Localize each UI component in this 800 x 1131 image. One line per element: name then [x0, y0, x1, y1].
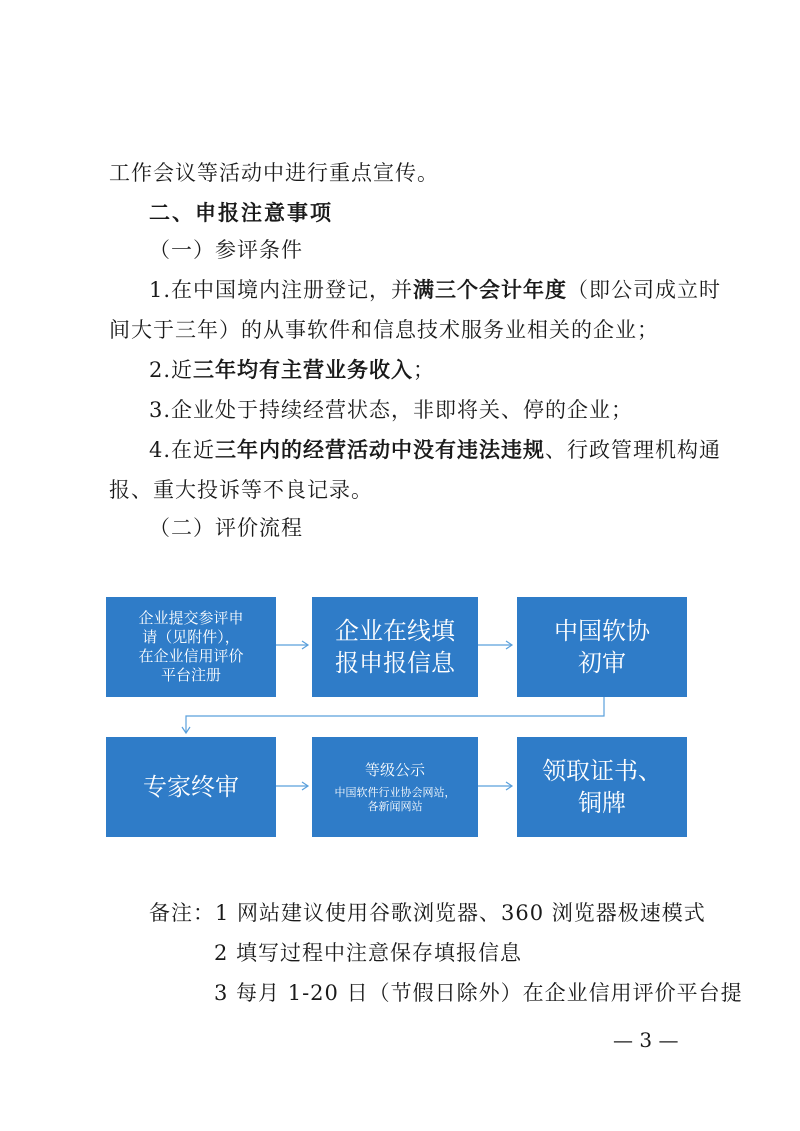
flow-step-2-line-1: 企业在线填 [335, 617, 455, 645]
flow-step-5-sub-2: 各新闻网站 [367, 799, 423, 813]
flow-step-3-line-2: 初审 [578, 649, 626, 677]
flow-step-5-sub-1: 中国软件行业协会网站， [334, 785, 456, 799]
page-number: — 3 — [613, 1028, 679, 1052]
flow-step-5-title: 等级公示 [364, 760, 425, 779]
criteria-item-3: 3.企业处于持续经营状态，非即将关、停的企业； [149, 398, 634, 422]
flow-step-final-review [106, 737, 276, 837]
criteria-item-1-text: 1.在中国境内注册登记，并 [149, 278, 414, 302]
flow-step-3-line-1: 中国软协 [554, 617, 650, 645]
criteria-item-4-line-2: 报、重大投诉等不良记录。 [109, 478, 373, 502]
arrow-1-2 [276, 641, 308, 649]
flow-step-6-line-2: 铜牌 [578, 789, 626, 817]
criteria-item-4-text-end: 、行政管理机构通 [545, 438, 722, 462]
arrow-3-4 [182, 697, 604, 733]
criteria-item-2-text-end: ； [413, 358, 436, 382]
text-line-1: 工作会议等活动中进行重点宣传。 [109, 161, 439, 185]
criteria-item-1-bold: 满三个会计年度 [413, 277, 568, 302]
flow-step-1-line-4: 平台注册 [160, 666, 221, 684]
section-heading: 二、申报注意事项 [149, 201, 333, 225]
criteria-item-4-text: 4.在近 [149, 438, 216, 462]
flow-step-online-fill [312, 597, 478, 697]
criteria-item-4-bold: 三年内的经营活动中没有违法违规 [215, 437, 546, 462]
criteria-item-1-text-end: （即公司成立时 [567, 278, 722, 302]
flow-step-1-line-1: 企业提交参评申 [138, 609, 244, 627]
flow-step-publicity [312, 737, 478, 837]
arrow-4-5 [276, 782, 308, 790]
flow-step-4-label: 专家终审 [143, 773, 239, 801]
flow-step-receive-certificate [517, 737, 687, 837]
flow-step-1-line-2: 请（见附件）， [142, 628, 240, 646]
flow-step-1-line-3: 在企业信用评价 [138, 647, 244, 665]
flow-step-2-line-2: 报申报信息 [335, 649, 455, 677]
arrow-5-6 [478, 782, 512, 790]
arrow-2-3 [478, 641, 512, 649]
criteria-item-2-text: 2.近 [149, 358, 194, 382]
criteria-item-2-bold: 三年均有主营业务收入 [193, 357, 414, 382]
note-1: 备注：1 网站建议使用谷歌浏览器、360 浏览器极速模式 [149, 901, 706, 925]
criteria-item-1-line-2: 间大于三年）的从事软件和信息技术服务业相关的企业； [109, 318, 659, 342]
subsection-heading-process: （二）评价流程 [149, 516, 303, 540]
flow-step-preliminary-review [517, 597, 687, 697]
flow-step-submit-application [106, 597, 276, 697]
note-2: 2 填写过程中注意保存填报信息 [214, 941, 523, 965]
flow-step-6-line-1: 领取证书、 [542, 757, 662, 785]
note-3: 3 每月 1-20 日（节假日除外）在企业信用评价平台提 [214, 981, 743, 1005]
subsection-heading-criteria: （一）参评条件 [149, 238, 303, 262]
